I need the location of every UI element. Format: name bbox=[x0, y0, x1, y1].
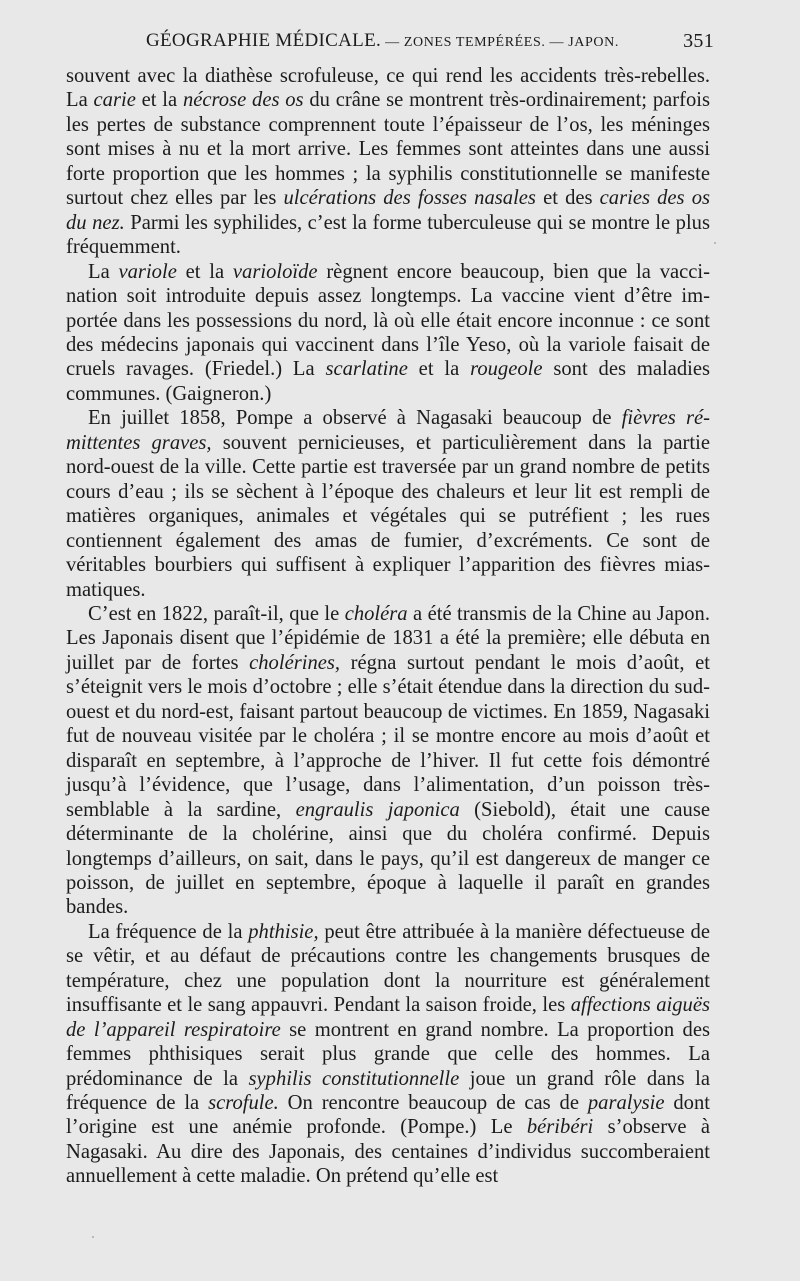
paper-speck bbox=[92, 1236, 94, 1238]
text-run: Parmi les syphilides, c’est la forme tuberculeuse qui se montre le plus fréquemment. bbox=[66, 211, 710, 259]
italic-term: choléra bbox=[344, 602, 408, 625]
text-run: La bbox=[88, 260, 119, 283]
italic-term: fièvres rémittentes graves, bbox=[66, 407, 710, 454]
running-head bbox=[146, 30, 619, 52]
text-run: se montrent en grand nombre. La proportion des femmes phthisiques serait plus grande que celle des hommes. La prédominance de la bbox=[66, 1018, 711, 1090]
text-run: C’est en 1822, paraît-il, que le bbox=[88, 602, 345, 625]
text-run: souvent pernicieuses, et particulièrement dans la partie nord-ouest de la ville. Cette partie est traversée par un grand nombre de petits cours d’eau ; ils se sèchent à l’époque des chaleurs et leur lit est rempli de matières organiques, animales et végétales qui se putréfient ; les rues contiennent également des amas de fumier, d’excréments. Ce sont de véritables bourbiers qui suffisent à expliquer l’apparition des fièvres miasmatiques. bbox=[66, 431, 710, 601]
text-run: joue un grand rôle dans la fréquence de la bbox=[66, 1067, 710, 1115]
text-run: On rencontre beaucoup de cas de bbox=[278, 1092, 588, 1115]
text-run: et la bbox=[176, 260, 233, 283]
italic-term: ulcérations des fosses nasales bbox=[283, 187, 536, 210]
italic-term: varioloïde bbox=[232, 260, 318, 283]
italic-term: caries des os du nez. bbox=[66, 187, 711, 234]
text-run: a été transmis de la Chine au Japon. Les Japonais disent que l’épidémie de 1831 a été la première; elle débuta en juillet par de fortes bbox=[66, 602, 710, 674]
italic-term: engraulis japonica bbox=[295, 798, 460, 821]
italic-term: béribéri bbox=[526, 1116, 594, 1139]
text-run: La fréquence de la bbox=[88, 920, 249, 943]
text-run: régna surtout pendant le mois d’août, et s’éteignit vers le mois d’octobre ; elle s’était étendue dans la direction du sud-ouest et du nord-est, faisant partout beaucoup de victimes. En 1859, Nagasaki fut de nouveau visitée par le choléra ; il se montre encore au mois d’août et disparaît en septembre, à l’approche de l’hiver. Il fut cette fois démontré jusqu’à l’évidence, que l’usage, dans l’alimentation, d’un poisson très-semblable à la sardine, bbox=[66, 651, 711, 821]
paragraph bbox=[66, 64, 710, 260]
italic-term: phthisie, bbox=[248, 920, 319, 943]
text-run: et des bbox=[535, 187, 600, 210]
text-run: sont des maladies communes. (Gaigneron.) bbox=[66, 358, 711, 405]
running-head-separator: — bbox=[381, 35, 404, 50]
text-run: s’observe à Nagasaki. Au dire des Japonais, des centaines d’individus succomberaient annuellement à cette maladie. On prétend qu’elle est bbox=[66, 1116, 710, 1188]
page-header bbox=[66, 30, 712, 56]
italic-term: scrofule. bbox=[208, 1092, 279, 1115]
text-run: En juillet 1858, Pompe a observé à Nagasaki beaucoup de bbox=[88, 407, 622, 430]
text-run: et la bbox=[407, 358, 471, 381]
paragraph bbox=[66, 602, 710, 920]
italic-term: affections aiguës de l’appareil respiratoire bbox=[66, 994, 710, 1041]
text-run: souvent avec la diathèse scrofuleuse, ce qui rend les accidents très-rebelles. La bbox=[66, 65, 710, 112]
paragraph bbox=[66, 260, 710, 407]
text-run: peut être attribuée à la manière défectueuse de se vêtir, et au défaut de précautions contre les changements brusques de température, chez une population dont la nourriture est généralement insuffisante et le sang appauvri. Pendant la saison froide, les bbox=[66, 920, 710, 1017]
italic-term: nécrose des os bbox=[182, 89, 304, 112]
running-head-separator: — bbox=[545, 35, 569, 50]
paragraph bbox=[66, 406, 710, 602]
body-text bbox=[66, 64, 710, 1189]
italic-term: carie bbox=[93, 89, 136, 112]
italic-term: cholérines, bbox=[249, 651, 341, 674]
italic-term: scarlatine bbox=[325, 358, 408, 381]
running-head-country: JAPON. bbox=[568, 35, 619, 50]
page-number: 351 bbox=[683, 30, 714, 52]
paragraph bbox=[66, 920, 710, 1189]
running-head-section: ZONES TEMPÉRÉES. bbox=[403, 35, 546, 50]
text-run: et la bbox=[135, 89, 183, 112]
running-head-subject: GÉOGRAPHIE MÉDICALE. bbox=[146, 30, 382, 51]
text-run: du crâne se montrent très-ordinairement; parfois les pertes de substance comprennent toute l’épaisseur de l’os, les méninges sont mises à nu et la mort arrive. Les femmes sont atteintes dans une aussi forte proportion que les hommes ; la syphilis constitutionnelle se manifeste surtout chez elles par les bbox=[66, 89, 711, 210]
italic-term: variole bbox=[118, 260, 177, 283]
text-run: (Siebold), était une cause déterminante de la cholérine, ainsi que du choléra confirmé. Depuis longtemps d’ailleurs, on sait, dans le pays, qu’il est dangereux de manger ce poisson, de juillet en septembre, époque à laquelle il paraît en grandes bandes. bbox=[66, 798, 710, 919]
paper-speck bbox=[714, 242, 716, 244]
text-run: dont l’origine est une anémie profonde. (Pompe.) Le bbox=[66, 1092, 710, 1139]
italic-term: rougeole bbox=[470, 358, 543, 381]
italic-term: paralysie bbox=[587, 1092, 665, 1115]
text-run: règnent encore beaucoup, bien que la vaccination soit introduite depuis assez longtemps. La vaccine vient d’être importée dans les possessions du nord, là où elle était encore inconnue : ce sont des médecins japonais qui vaccinent dans l’île Yeso, où la variole faisait de cruels ravages. (Friedel.) La bbox=[66, 260, 710, 381]
italic-term: syphilis constitutionnelle bbox=[248, 1067, 460, 1090]
